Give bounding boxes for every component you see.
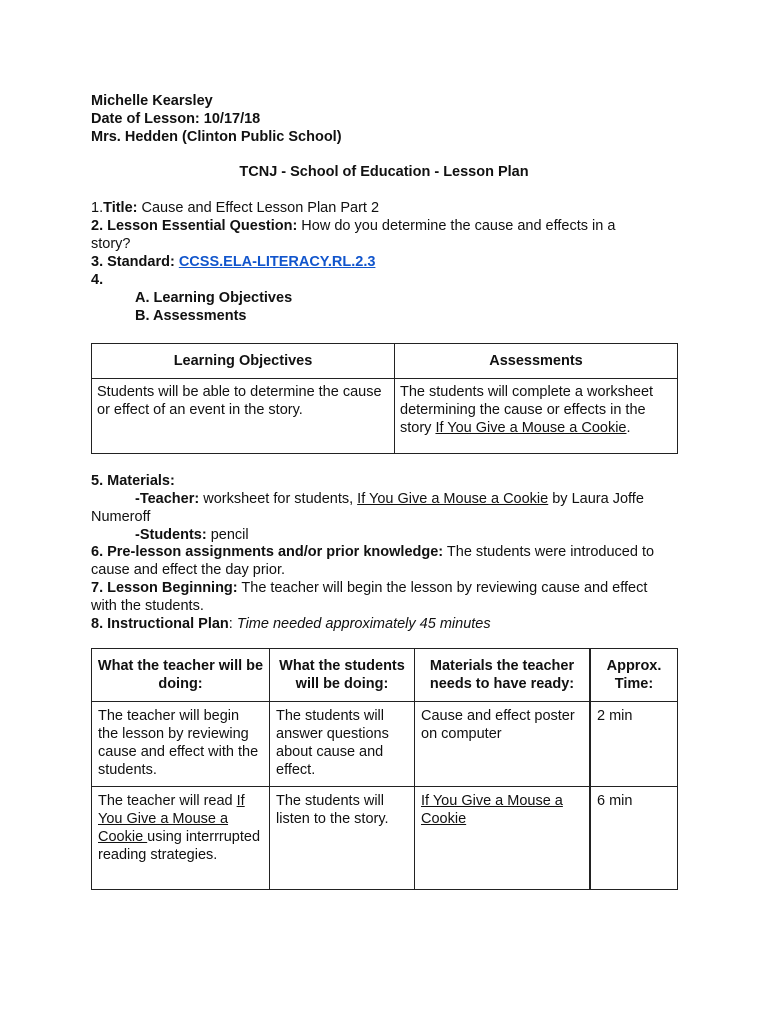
author-name: Michelle Kearsley: [91, 93, 213, 109]
standard-link[interactable]: CCSS.ELA-LITERACY.RL.2.3: [178, 254, 376, 270]
section-title: 1.Title: Cause and Effect Lesson Plan Part 2: [91, 200, 380, 216]
objective-cell: Students will be able to determine the cause or effect of an event in the story.: [92, 379, 395, 454]
item-learning-objectives: A. Learning Objectives: [135, 290, 293, 306]
materials-cell: Cause and effect poster on computer: [415, 702, 591, 787]
materials-cell: If You Give a Mouse a Cookie: [415, 787, 591, 890]
essential-question: 2. Lesson Essential Question: How do you determine the cause and effects in a: [91, 218, 616, 234]
teacher-cell: The teacher will read If You Give a Mouse a Cookie using interrrupted reading strategies.: [92, 787, 270, 890]
materials-label: 5. Materials:: [91, 473, 175, 489]
instructional-plan: 8. Instructional Plan: Time needed approximately 45 minutes: [91, 616, 491, 632]
section-standard: 3. Standard: CCSS.ELA-LITERACY.RL.2.3: [91, 254, 376, 270]
table-row: [92, 787, 678, 890]
instructional-plan-table: [91, 648, 678, 890]
table-header-row: [92, 649, 678, 702]
table-row: [92, 379, 678, 454]
objectives-table: [91, 343, 678, 454]
time-cell: 6 min: [590, 787, 678, 890]
materials-teacher: -Teacher: worksheet for students, If You Give a Mouse a Cookie by Laura Joffe: [135, 491, 644, 507]
time-cell: 2 min: [590, 702, 678, 787]
lesson-beginning: 7. Lesson Beginning: The teacher will begin the lesson by reviewing cause and effect: [91, 580, 648, 596]
prior-knowledge-cont: cause and effect the day prior.: [91, 562, 286, 578]
table-header-row: [92, 344, 678, 379]
header-assessments: Assessments: [395, 344, 678, 379]
header-teacher-doing: What the teacher will be doing:: [92, 649, 270, 702]
header-materials: Materials the teacher needs to have ready:: [415, 649, 591, 702]
lesson-beginning-cont: with the students.: [91, 598, 204, 614]
school-teacher: Mrs. Hedden (Clinton Public School): [91, 129, 342, 145]
document-title: TCNJ - School of Education - Lesson Plan: [239, 164, 529, 180]
students-cell: The students will answer questions about cause and effect.: [270, 702, 415, 787]
item-assessments: B. Assessments: [135, 308, 247, 324]
lesson-date: Date of Lesson: 10/17/18: [91, 111, 261, 127]
section-4-label: 4.: [91, 272, 104, 288]
students-cell: The students will listen to the story.: [270, 787, 415, 890]
table-row: [92, 702, 678, 787]
essential-question-cont: story?: [91, 236, 131, 252]
header-approx-time: Approx. Time:: [590, 649, 678, 702]
teacher-cell: The teacher will begin the lesson by reviewing cause and effect with the students.: [92, 702, 270, 787]
materials-teacher-cont: Numeroff: [91, 509, 151, 525]
materials-students: -Students: pencil: [135, 527, 249, 543]
assessment-cell: The students will complete a worksheet determining the cause or effects in the story If You Give a Mouse a Cookie.: [395, 379, 678, 454]
prior-knowledge: 6. Pre-lesson assignments and/or prior knowledge: The students were introduced to: [91, 544, 655, 560]
header-learning-objectives: Learning Objectives: [92, 344, 395, 379]
header-students-doing: What the students will be doing:: [270, 649, 415, 702]
